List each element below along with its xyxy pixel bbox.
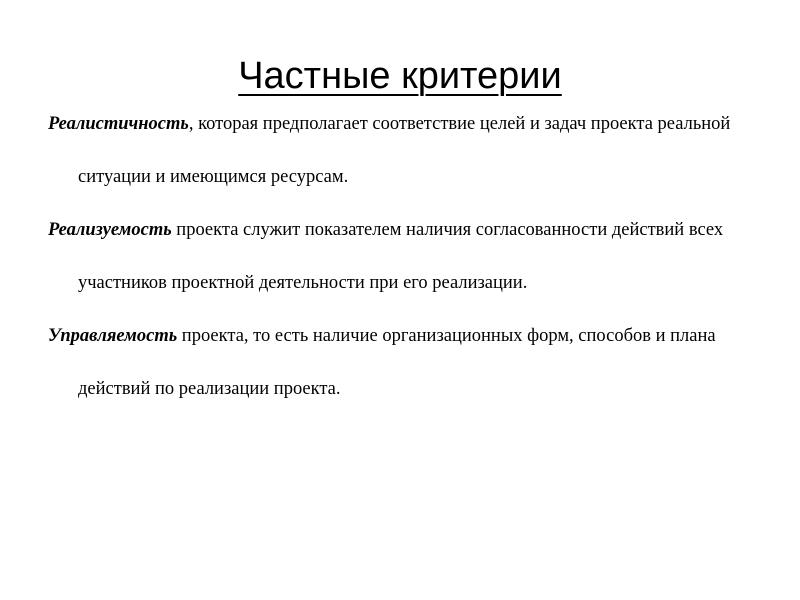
paragraph-feasibility-text: проекта служит показателем наличия согласованности действий всех участников проектной деятельности при его реализации. — [78, 220, 724, 293]
paragraph-realism — [48, 98, 748, 204]
slide-body — [48, 98, 748, 416]
paragraph-manageability — [48, 310, 748, 416]
paragraph-feasibility — [48, 204, 748, 310]
paragraph-manageability-text: проекта, то есть наличие организационных форм, способов и плана действий по реализации проекта. — [78, 326, 716, 399]
term-manageability: Управляемость — [48, 326, 178, 346]
slide-title: Частные критерии — [238, 55, 562, 97]
term-feasibility: Реализуемость — [48, 220, 172, 240]
paragraph-realism-text: , которая предполагает соответствие целей и задач проекта реальной ситуации и имеющимся ресурсам. — [78, 114, 731, 187]
term-realism: Реалистичность — [48, 114, 189, 134]
